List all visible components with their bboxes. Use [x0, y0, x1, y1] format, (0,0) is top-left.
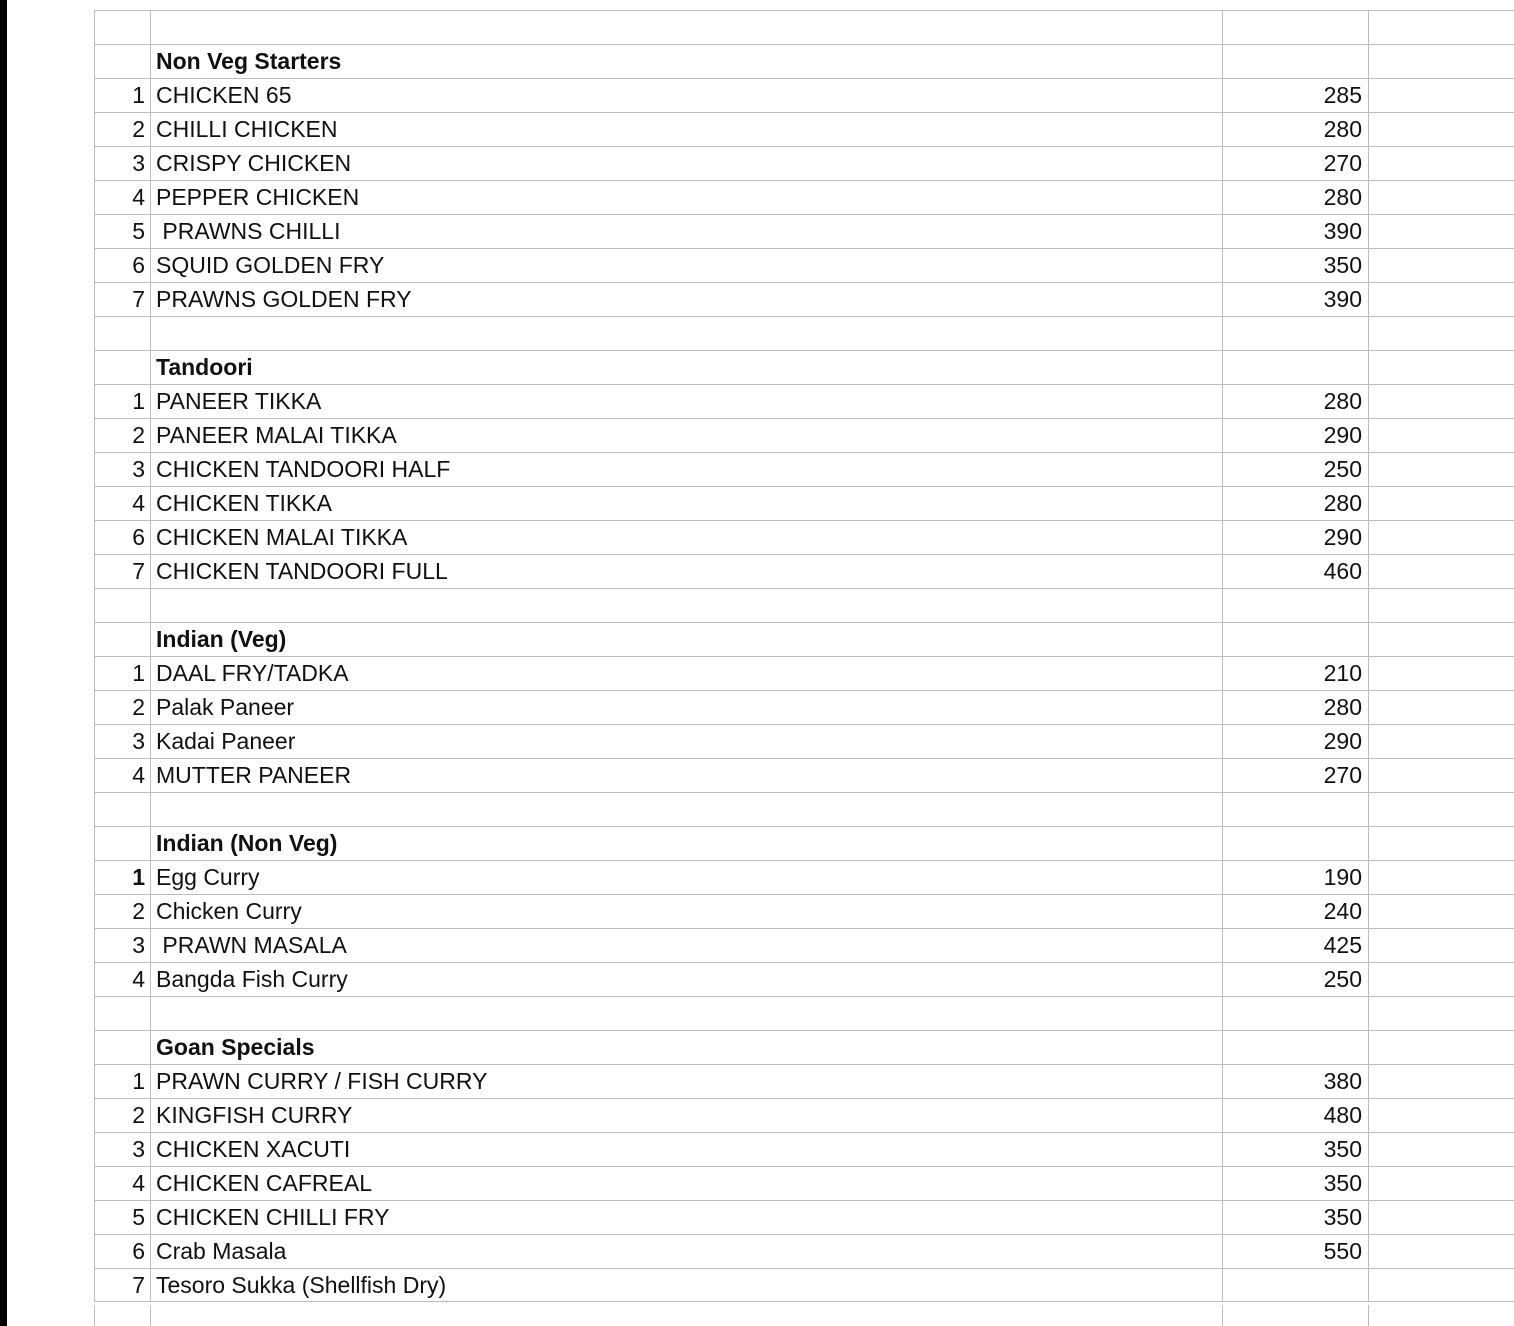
menu-item-row	[94, 690, 1514, 724]
menu-item-row	[94, 418, 1514, 452]
item-number[interactable]: 6	[94, 249, 150, 282]
empty-cell[interactable]	[1368, 453, 1514, 486]
price-cell[interactable]	[1222, 317, 1368, 350]
item-number[interactable]: 2	[94, 691, 150, 724]
price-cell[interactable]	[1222, 623, 1368, 656]
menu-item-row	[94, 962, 1514, 996]
section-header-row	[94, 622, 1514, 656]
item-price[interactable]: 550	[1222, 1235, 1368, 1268]
item-price[interactable]: 280	[1222, 113, 1368, 146]
empty-cell[interactable]	[1368, 793, 1514, 826]
menu-item-row	[94, 1098, 1514, 1132]
item-name[interactable]: Palak Paneer	[150, 691, 1222, 724]
menu-item-row	[94, 282, 1514, 316]
empty-cell[interactable]	[1368, 113, 1514, 146]
row-number-cell[interactable]	[94, 317, 150, 350]
item-number[interactable]: 1	[94, 385, 150, 418]
menu-item-row	[94, 1200, 1514, 1234]
item-price[interactable]: 350	[1222, 1167, 1368, 1200]
item-number[interactable]: 1	[94, 861, 150, 894]
empty-cell[interactable]	[1368, 181, 1514, 214]
item-number[interactable]: 5	[94, 1201, 150, 1234]
menu-item-row	[94, 1268, 1514, 1302]
row-number-cell[interactable]	[94, 827, 150, 860]
item-name[interactable]: CHICKEN MALAI TIKKA	[150, 521, 1222, 554]
item-name[interactable]: CHICKEN TANDOORI FULL	[150, 555, 1222, 588]
item-number[interactable]: 2	[94, 419, 150, 452]
item-price[interactable]: 210	[1222, 657, 1368, 690]
empty-cell[interactable]	[1368, 555, 1514, 588]
empty-cell[interactable]	[1368, 1099, 1514, 1132]
item-name[interactable]: Kadai Paneer	[150, 725, 1222, 758]
empty-cell[interactable]	[1368, 1031, 1514, 1064]
gridline	[1222, 1305, 1223, 1326]
blank-row	[94, 10, 1514, 44]
item-name[interactable]: PANEER TIKKA	[150, 385, 1222, 418]
empty-cell[interactable]	[1368, 1133, 1514, 1166]
empty-cell[interactable]	[1368, 317, 1514, 350]
item-number[interactable]: 3	[94, 147, 150, 180]
empty-cell[interactable]	[1368, 997, 1514, 1030]
empty-cell[interactable]	[1368, 1235, 1514, 1268]
item-name[interactable]: CHICKEN TANDOORI HALF	[150, 453, 1222, 486]
item-number[interactable]: 2	[94, 895, 150, 928]
item-price[interactable]: 290	[1222, 725, 1368, 758]
empty-cell[interactable]	[1368, 1201, 1514, 1234]
price-cell[interactable]	[1222, 45, 1368, 78]
item-price[interactable]: 350	[1222, 1201, 1368, 1234]
item-number[interactable]: 7	[94, 1269, 150, 1301]
empty-cell[interactable]	[1368, 1065, 1514, 1098]
window-edge	[0, 0, 7, 1326]
item-price[interactable]: 350	[1222, 1133, 1368, 1166]
item-name[interactable]: CHICKEN XACUTI	[150, 1133, 1222, 1166]
item-name[interactable]: CHICKEN TIKKA	[150, 487, 1222, 520]
menu-item-row	[94, 180, 1514, 214]
item-number[interactable]: 3	[94, 1133, 150, 1166]
empty-cell[interactable]	[1368, 283, 1514, 316]
item-price[interactable]: 290	[1222, 521, 1368, 554]
row-number-cell[interactable]	[94, 351, 150, 384]
empty-cell[interactable]	[1368, 589, 1514, 622]
item-price[interactable]: 280	[1222, 181, 1368, 214]
item-name[interactable]: PRAWN CURRY / FISH CURRY	[150, 1065, 1222, 1098]
empty-cell[interactable]	[1368, 861, 1514, 894]
section-title[interactable]: Indian (Veg)	[150, 623, 1222, 656]
menu-item-row	[94, 656, 1514, 690]
item-price[interactable]: 390	[1222, 215, 1368, 248]
menu-item-row	[94, 520, 1514, 554]
item-price[interactable]: 460	[1222, 555, 1368, 588]
item-cell[interactable]	[150, 589, 1222, 622]
item-price[interactable]: 380	[1222, 1065, 1368, 1098]
menu-item-row	[94, 928, 1514, 962]
price-cell[interactable]	[1222, 1031, 1368, 1064]
empty-cell[interactable]	[1368, 657, 1514, 690]
row-number-cell[interactable]	[94, 589, 150, 622]
item-number[interactable]: 4	[94, 759, 150, 792]
gridline	[150, 1305, 151, 1326]
menu-item-row	[94, 146, 1514, 180]
section-header-row	[94, 350, 1514, 384]
menu-item-row	[94, 112, 1514, 146]
item-price[interactable]: 280	[1222, 385, 1368, 418]
blank-row	[94, 792, 1514, 826]
item-name[interactable]: PRAWNS GOLDEN FRY	[150, 283, 1222, 316]
section-header-row	[94, 44, 1514, 78]
row-number-cell[interactable]	[94, 45, 150, 78]
item-cell[interactable]	[150, 997, 1222, 1030]
item-cell[interactable]	[150, 317, 1222, 350]
menu-sheet	[94, 10, 1514, 1302]
empty-cell[interactable]	[1368, 725, 1514, 758]
item-number[interactable]: 3	[94, 725, 150, 758]
section-title[interactable]: Indian (Non Veg)	[150, 827, 1222, 860]
menu-item-row	[94, 1132, 1514, 1166]
row-number-cell[interactable]	[94, 793, 150, 826]
menu-item-row	[94, 1166, 1514, 1200]
item-name[interactable]: PEPPER CHICKEN	[150, 181, 1222, 214]
item-number[interactable]: 4	[94, 963, 150, 996]
item-number[interactable]: 3	[94, 453, 150, 486]
item-name[interactable]: PRAWNS CHILLI	[150, 215, 1222, 248]
menu-item-row	[94, 554, 1514, 588]
item-number[interactable]: 4	[94, 181, 150, 214]
item-number[interactable]: 4	[94, 487, 150, 520]
menu-item-row	[94, 758, 1514, 792]
item-price[interactable]: 480	[1222, 1099, 1368, 1132]
empty-cell[interactable]	[1368, 691, 1514, 724]
item-number[interactable]: 2	[94, 1099, 150, 1132]
menu-item-row	[94, 1064, 1514, 1098]
item-price[interactable]: 285	[1222, 79, 1368, 112]
item-price[interactable]: 390	[1222, 283, 1368, 316]
empty-cell[interactable]	[1368, 45, 1514, 78]
empty-cell[interactable]	[1368, 79, 1514, 112]
price-cell[interactable]	[1222, 997, 1368, 1030]
item-number[interactable]: 1	[94, 1065, 150, 1098]
section-title[interactable]: Tandoori	[150, 351, 1222, 384]
menu-item-row	[94, 78, 1514, 112]
item-name[interactable]: PRAWN MASALA	[150, 929, 1222, 962]
empty-cell[interactable]	[1368, 929, 1514, 962]
item-name[interactable]: DAAL FRY/TADKA	[150, 657, 1222, 690]
item-name[interactable]: CRISPY CHICKEN	[150, 147, 1222, 180]
item-price[interactable]	[1222, 1269, 1368, 1301]
item-name[interactable]: SQUID GOLDEN FRY	[150, 249, 1222, 282]
item-name[interactable]: Chicken Curry	[150, 895, 1222, 928]
section-title[interactable]: Goan Specials	[150, 1031, 1222, 1064]
item-number[interactable]: 1	[94, 79, 150, 112]
item-name[interactable]: CHILLI CHICKEN	[150, 113, 1222, 146]
section-header-row	[94, 826, 1514, 860]
item-name[interactable]: Tesoro Sukka (Shellfish Dry)	[150, 1269, 1222, 1301]
row-number-cell[interactable]	[94, 997, 150, 1030]
item-number[interactable]: 7	[94, 283, 150, 316]
gridline	[1368, 1305, 1369, 1326]
item-cell[interactable]	[150, 793, 1222, 826]
menu-item-row	[94, 486, 1514, 520]
item-number[interactable]: 7	[94, 555, 150, 588]
row-number-cell[interactable]	[94, 11, 150, 44]
item-number[interactable]: 6	[94, 521, 150, 554]
menu-item-row	[94, 384, 1514, 418]
empty-cell[interactable]	[1368, 215, 1514, 248]
menu-item-row	[94, 214, 1514, 248]
menu-item-row	[94, 452, 1514, 486]
price-cell[interactable]	[1222, 351, 1368, 384]
item-price[interactable]: 270	[1222, 147, 1368, 180]
blank-row	[94, 316, 1514, 350]
item-name[interactable]: Bangda Fish Curry	[150, 963, 1222, 996]
gridline	[94, 1305, 95, 1326]
empty-cell[interactable]	[1368, 1167, 1514, 1200]
item-name[interactable]: CHICKEN CAFREAL	[150, 1167, 1222, 1200]
item-name[interactable]: Crab Masala	[150, 1235, 1222, 1268]
item-price[interactable]: 250	[1222, 453, 1368, 486]
row-number-cell[interactable]	[94, 623, 150, 656]
item-number[interactable]: 2	[94, 113, 150, 146]
item-number[interactable]: 4	[94, 1167, 150, 1200]
section-header-row	[94, 1030, 1514, 1064]
item-name[interactable]: CHICKEN 65	[150, 79, 1222, 112]
price-cell[interactable]	[1222, 827, 1368, 860]
item-name[interactable]: PANEER MALAI TIKKA	[150, 419, 1222, 452]
empty-cell[interactable]	[1368, 351, 1514, 384]
item-price[interactable]: 240	[1222, 895, 1368, 928]
empty-cell[interactable]	[1368, 827, 1514, 860]
empty-cell[interactable]	[1368, 963, 1514, 996]
item-name[interactable]: Egg Curry	[150, 861, 1222, 894]
empty-cell[interactable]	[1368, 419, 1514, 452]
item-price[interactable]: 280	[1222, 691, 1368, 724]
price-cell[interactable]	[1222, 589, 1368, 622]
menu-item-row	[94, 724, 1514, 758]
empty-cell[interactable]	[1368, 385, 1514, 418]
item-price[interactable]: 190	[1222, 861, 1368, 894]
empty-cell[interactable]	[1368, 623, 1514, 656]
item-number[interactable]: 5	[94, 215, 150, 248]
item-cell[interactable]	[150, 11, 1222, 44]
item-number[interactable]: 3	[94, 929, 150, 962]
item-price[interactable]: 350	[1222, 249, 1368, 282]
price-cell[interactable]	[1222, 793, 1368, 826]
empty-cell[interactable]	[1368, 1269, 1514, 1301]
empty-cell[interactable]	[1368, 11, 1514, 44]
menu-item-row	[94, 1234, 1514, 1268]
row-number-cell[interactable]	[94, 1031, 150, 1064]
empty-cell[interactable]	[1368, 521, 1514, 554]
menu-item-row	[94, 248, 1514, 282]
item-name[interactable]: KINGFISH CURRY	[150, 1099, 1222, 1132]
empty-cell[interactable]	[1368, 249, 1514, 282]
item-number[interactable]: 6	[94, 1235, 150, 1268]
empty-cell[interactable]	[1368, 147, 1514, 180]
item-number[interactable]: 1	[94, 657, 150, 690]
section-title[interactable]: Non Veg Starters	[150, 45, 1222, 78]
menu-item-row	[94, 860, 1514, 894]
item-price[interactable]: 270	[1222, 759, 1368, 792]
blank-row	[94, 996, 1514, 1030]
blank-row	[94, 588, 1514, 622]
item-price[interactable]: 250	[1222, 963, 1368, 996]
empty-cell[interactable]	[1368, 487, 1514, 520]
price-cell[interactable]	[1222, 11, 1368, 44]
item-name[interactable]: MUTTER PANEER	[150, 759, 1222, 792]
empty-cell[interactable]	[1368, 759, 1514, 792]
item-price[interactable]: 290	[1222, 419, 1368, 452]
menu-item-row	[94, 894, 1514, 928]
empty-cell[interactable]	[1368, 895, 1514, 928]
item-price[interactable]: 280	[1222, 487, 1368, 520]
item-name[interactable]: CHICKEN CHILLI FRY	[150, 1201, 1222, 1234]
item-price[interactable]: 425	[1222, 929, 1368, 962]
